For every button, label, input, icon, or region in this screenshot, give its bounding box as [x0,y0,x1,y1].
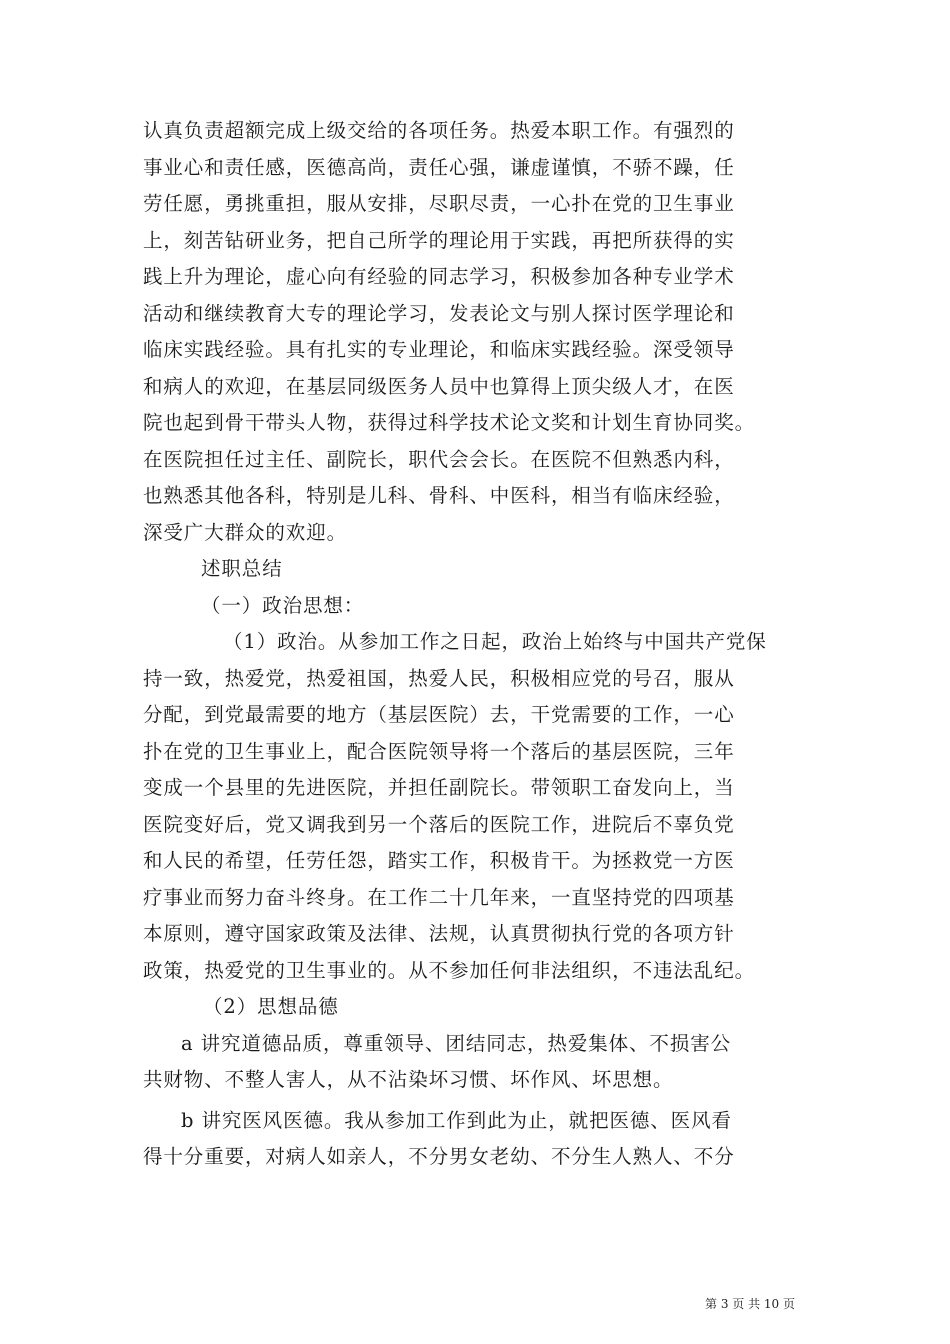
politics-line: （1）政治。从参加工作之日起，政治上始终与中国共产党保 [223,630,767,653]
paragraph-line: 深受广大群众的欢迎。 [143,520,348,544]
politics-line: 政策，热爱党的卫生事业的。从不参加任何非法组织，不违法乱纪。 [143,958,756,982]
paragraph-line: 活动和继续教育大专的理论学习，发表论文与别人探讨医学理论和 [143,301,735,325]
politics-line: 变成一个县里的先进医院，并担任副院长。带领职工奋发向上，当 [143,776,735,799]
politics-line: 和人民的希望，任劳任怨，踏实工作，积极肯干。为拯救党一方医 [143,849,735,872]
page-number: 第 3 页 共 10 页 [705,1297,795,1311]
paragraph-line: 也熟悉其他各科，特别是儿科、骨科、中医科，相当有临床经验， [143,484,735,507]
morality-b-line: 得十分重要，对病人如亲人，不分男女老幼、不分生人熟人、不分 [143,1145,735,1168]
politics-line: 持一致，热爱党，热爱祖国，热爱人民，积极相应党的号召，服从 [143,666,735,690]
section-heading-summary: 述职总结 [201,557,283,580]
paragraph-line: 上，刻苦钻研业务，把自己所学的理论用于实践，再把所获得的实 [143,228,735,252]
paragraph-line: 劳任愿，勇挑重担，服从安排，尽职尽责，一心扑在党的卫生事业 [143,192,735,215]
paragraph-line: 和病人的欢迎，在基层同级医务人员中也算得上顶尖级人才，在医 [143,374,735,398]
paragraph-line: 认真负责超额完成上级交给的各项任务。热爱本职工作。有强烈的 [143,119,735,142]
politics-line: 扑在党的卫生事业上，配合医院领导将一个落后的基层医院，三年 [143,739,735,763]
paragraph-line: 临床实践经验。具有扎实的专业理论，和临床实践经验。深受领导 [143,338,735,361]
section-heading-morality: （2）思想品德 [203,995,339,1018]
document-body [143,113,823,1176]
politics-line: 医院变好后，党又调我到另一个落后的医院工作，进院后不辜负党 [143,812,735,836]
paragraph-line: 在医院担任过主任、副院长，职代会会长。在医院不但熟悉内科， [143,447,735,471]
morality-a-line: 共财物、不整人害人，从不沾染坏习惯、坏作风、坏思想。 [143,1068,674,1091]
paragraph-line: 事业心和责任感，医德高尚，责任心强，谦虚谨慎，不骄不躁，任 [143,155,735,179]
section-heading-politics: （一）政治思想： [201,593,365,617]
politics-line: 疗事业而努力奋斗终身。在工作二十几年来，一直坚持党的四项基 [143,885,735,909]
paragraph-line: 院也起到骨干带头人物，获得过科学技术论文奖和计划生育协同奖。 [143,411,756,434]
morality-b-line: b 讲究医风医德。我从参加工作到此为止，就把医德、医风看 [181,1108,732,1132]
paragraph-line: 践上升为理论，虚心向有经验的同志学习，积极参加各种专业学术 [143,265,735,288]
morality-a-line: a 讲究道德品质，尊重领导、团结同志，热爱集体、不损害公 [181,1031,732,1055]
politics-line: 分配，到党最需要的地方（基层医院）去，干党需要的工作，一心 [143,703,735,726]
politics-line: 本原则，遵守国家政策及法律、法规，认真贯彻执行党的各项方针 [143,922,735,945]
